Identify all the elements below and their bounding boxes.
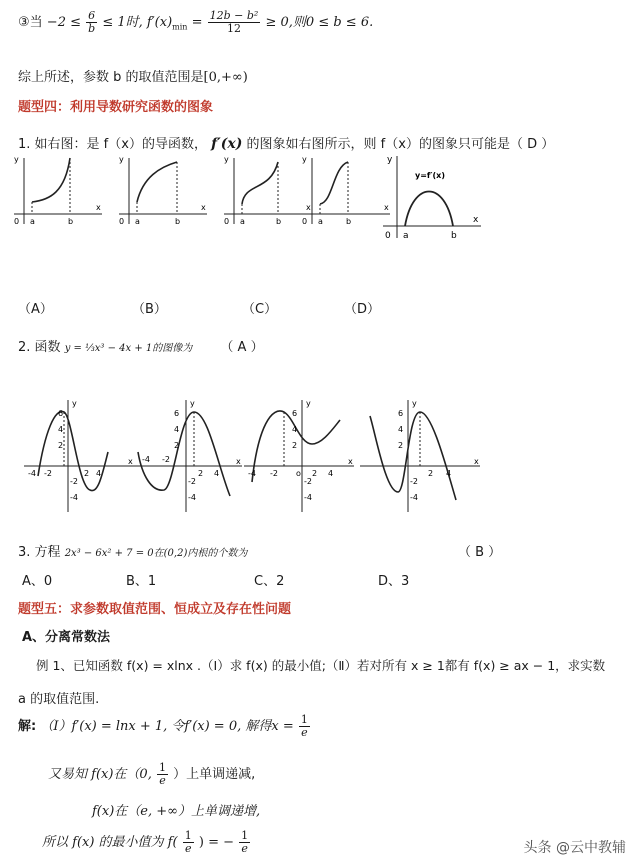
svg-text:-2: -2: [188, 477, 196, 486]
q1-graph-derivative: [375, 152, 485, 242]
svg-text:b: b: [276, 217, 282, 226]
q1-option-c: （C）: [242, 302, 278, 317]
svg-text:2: 2: [292, 441, 298, 450]
svg-text:0: 0: [302, 217, 308, 226]
question-3: 3. 方程 2x³ − 6x² + 7 = 0在(0,2)内根的个数为: [18, 545, 248, 560]
q3-option-b: B、1: [126, 574, 157, 589]
svg-text:6: 6: [398, 409, 404, 418]
svg-text:a: a: [403, 231, 409, 241]
svg-text:y: y: [387, 155, 393, 165]
svg-text:0: 0: [224, 217, 230, 226]
svg-text:4: 4: [96, 469, 102, 478]
svg-text:-2: -2: [70, 477, 78, 486]
svg-text:6: 6: [292, 409, 298, 418]
svg-text:-4: -4: [410, 493, 418, 502]
q3-option-d: D、3: [378, 574, 410, 589]
solution-line1: 解: （Ⅰ）f′(x) = lnx + 1, 令f′(x) = 0, 解得x = $\frac{1}{e}$: [18, 713, 308, 739]
fraction: $\frac{\text{12b − b²}}{12}$: [209, 9, 259, 35]
q1-graph-a: [10, 152, 105, 232]
svg-text:x: x: [306, 203, 311, 212]
conclusion-line: 综上所述，参数 b 的取值范围是[0,+∞): [18, 70, 248, 85]
svg-text:x: x: [348, 457, 353, 466]
svg-text:y: y: [224, 155, 229, 164]
line-case3: ③当 −2 ≤ $\frac{6}{b}$ ≤ 1时, $f'(x)_{min}$ = $\frac{\text{12b − b²}}{12}$ ≥ 0,则0 ≤ b ≤ 6.: [18, 9, 374, 35]
svg-text:y: y: [412, 399, 417, 408]
svg-text:y: y: [14, 155, 19, 164]
svg-text:0: 0: [119, 217, 125, 226]
example-1-line1: 例 1、已知函数 f(x) = xlnx .（Ⅰ）求 f(x) 的最小值;（Ⅱ）若对所有 x ≥ 1都有 f(x) ≥ ax − 1，求实数: [36, 658, 606, 673]
svg-text:0: 0: [14, 217, 20, 226]
svg-text:6: 6: [58, 409, 64, 418]
svg-text:-2: -2: [270, 469, 278, 478]
svg-text:b: b: [68, 217, 74, 226]
svg-text:y: y: [72, 399, 77, 408]
svg-text:4: 4: [174, 425, 180, 434]
q3-option-a: A、0: [22, 574, 53, 589]
svg-text:-2: -2: [162, 455, 170, 464]
svg-text:b: b: [346, 217, 352, 226]
svg-text:-4: -4: [28, 469, 36, 478]
solution-line4: 所以 f(x) 的最小值为 f( $\frac{1}{e}$ ) = − $\frac{1}{e}$: [42, 829, 249, 855]
svg-text:4: 4: [398, 425, 404, 434]
example-1-line2: a 的取值范围.: [18, 692, 100, 707]
svg-text:y=f′(x): y=f′(x): [415, 171, 445, 180]
svg-text:y: y: [190, 399, 195, 408]
q2-graph-b: [128, 396, 246, 516]
q1-option-a: （A）: [18, 302, 53, 317]
svg-text:o: o: [296, 469, 301, 478]
svg-text:x: x: [384, 203, 389, 212]
svg-text:x: x: [474, 457, 479, 466]
svg-text:4: 4: [214, 469, 220, 478]
svg-text:0: 0: [385, 231, 391, 241]
svg-text:-2: -2: [44, 469, 52, 478]
subsection-a: A、分离常数法: [22, 630, 111, 645]
svg-text:a: a: [318, 217, 323, 226]
svg-text:2: 2: [198, 469, 204, 478]
q1-option-b: （B）: [132, 302, 167, 317]
svg-text:x: x: [236, 457, 241, 466]
svg-text:y: y: [119, 155, 124, 164]
svg-text:-2: -2: [410, 477, 418, 486]
svg-text:4: 4: [446, 469, 452, 478]
q3-option-c: C、2: [254, 574, 285, 589]
svg-text:y: y: [306, 399, 311, 408]
watermark: 头条 @云中教辅: [523, 840, 626, 856]
svg-text:4: 4: [292, 425, 298, 434]
svg-text:a: a: [135, 217, 140, 226]
solution-line3: f(x)在（e, +∞）上单调递增,: [92, 804, 261, 819]
svg-text:2: 2: [398, 441, 404, 450]
q1-option-d: （D）: [344, 302, 381, 317]
svg-text:x: x: [473, 215, 479, 225]
svg-text:a: a: [240, 217, 245, 226]
q2-graph-a: [20, 396, 138, 516]
svg-text:-4: -4: [142, 455, 150, 464]
svg-text:b: b: [451, 231, 457, 241]
solution-line2: 又易知 f(x)在（0, $\frac{1}{e}$ ）上单调递减,: [48, 761, 256, 787]
svg-text:2: 2: [312, 469, 318, 478]
svg-text:x: x: [128, 457, 133, 466]
svg-text:y: y: [302, 155, 307, 164]
svg-text:4: 4: [328, 469, 334, 478]
q1-graph-b: [115, 152, 210, 232]
svg-text:2: 2: [58, 441, 64, 450]
svg-text:-4: -4: [248, 469, 256, 478]
svg-text:a: a: [30, 217, 35, 226]
svg-text:2: 2: [84, 469, 90, 478]
svg-text:-2: -2: [304, 477, 312, 486]
svg-text:x: x: [201, 203, 206, 212]
svg-text:b: b: [175, 217, 181, 226]
svg-text:-4: -4: [70, 493, 78, 502]
svg-text:4: 4: [58, 425, 64, 434]
question-1: 1. 如右图：是 f（x）的导函数， f′(x) 的图象如右图所示，则 f（x）的图象只可能是（ D ）: [18, 136, 555, 152]
svg-text:x: x: [96, 203, 101, 212]
svg-text:2: 2: [428, 469, 434, 478]
q2-graph-d: [356, 396, 484, 516]
q3-answer: （ B ）: [458, 545, 502, 560]
svg-text:-4: -4: [188, 493, 196, 502]
section-title-4: 题型四：利用导数研究函数的图象: [18, 100, 214, 115]
fraction: $\frac{6}{b}$: [88, 9, 96, 35]
svg-text:6: 6: [174, 409, 180, 418]
section-title-5: 题型五：求参数取值范围、恒成立及存在性问题: [18, 602, 292, 617]
q2-graph-c: [240, 396, 358, 516]
question-2: 2. 函数 y = ⅓x³ − 4x + 1的图像为 （ A ）: [18, 340, 264, 355]
svg-text:-4: -4: [304, 493, 312, 502]
svg-text:2: 2: [174, 441, 180, 450]
